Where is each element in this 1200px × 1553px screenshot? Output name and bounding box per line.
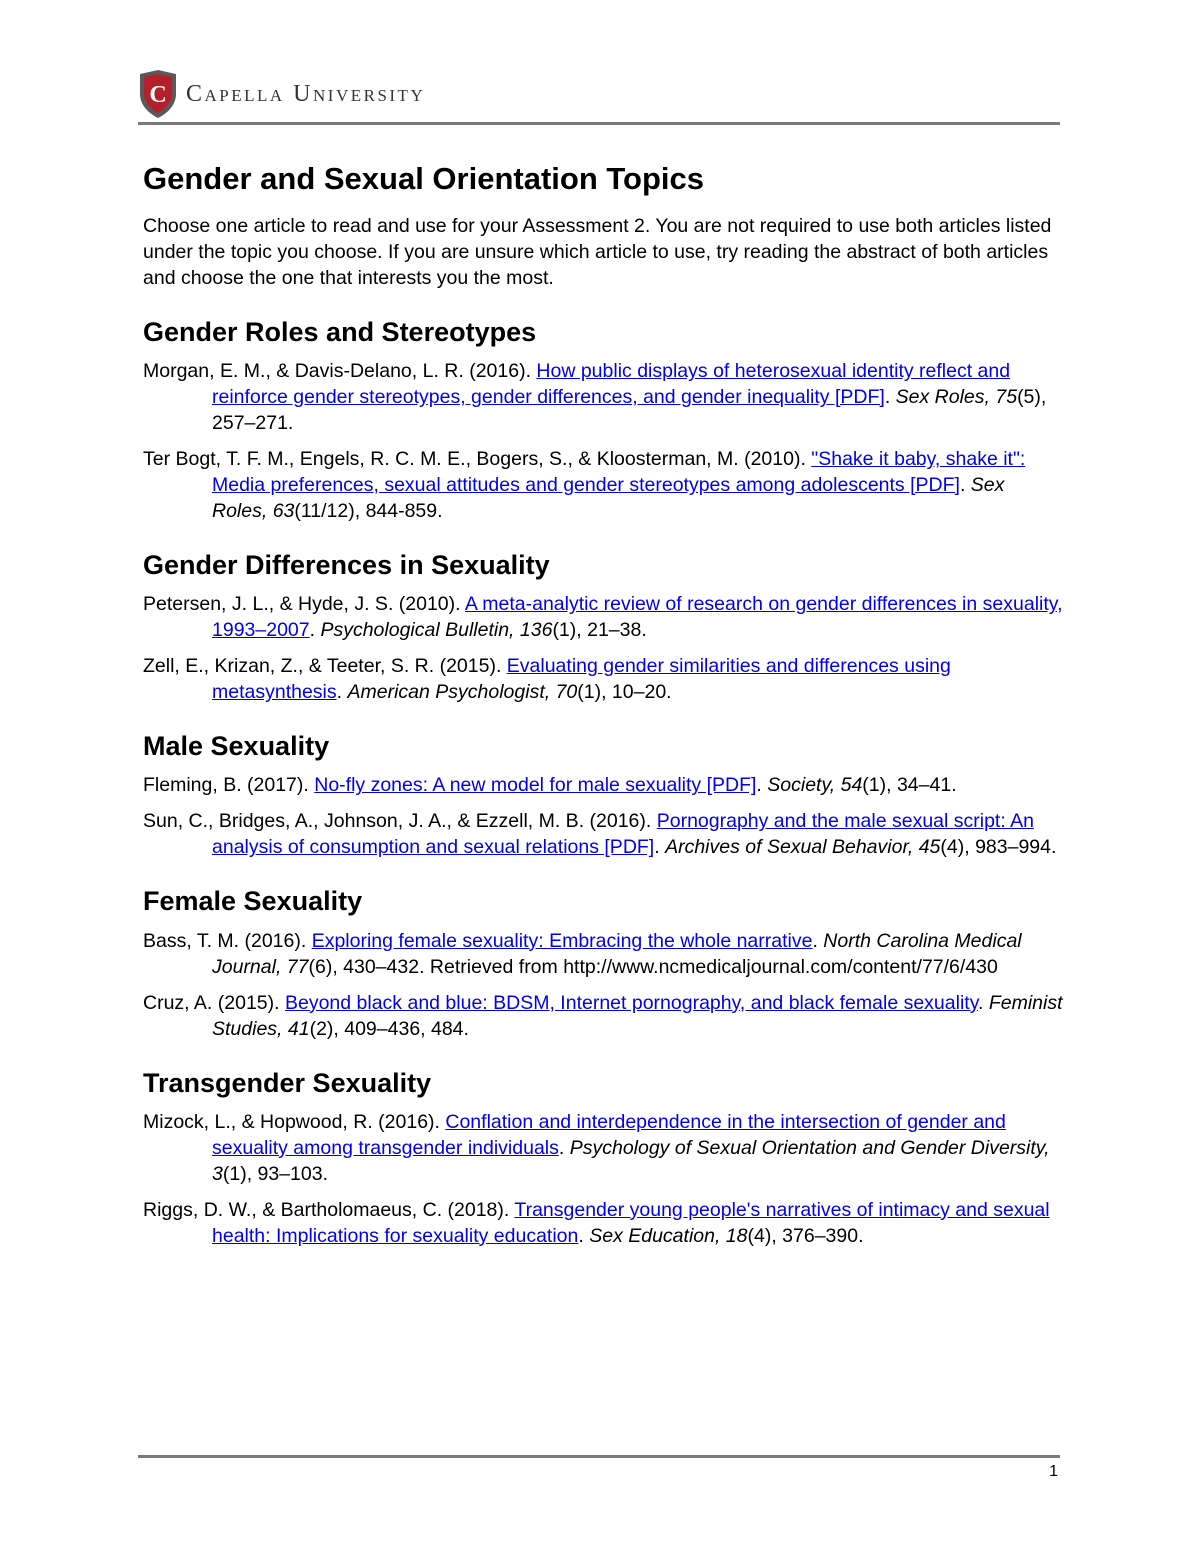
journal-name: Psychology of Sexual Orientation and Gender Diversity, 3 — [212, 1136, 1050, 1185]
reference-list — [143, 358, 1063, 524]
page-number: 1 — [1049, 1463, 1058, 1480]
reference-entry — [143, 928, 1063, 980]
reference-entry — [143, 358, 1063, 436]
reference-entry — [143, 1109, 1063, 1187]
article-link[interactable]: A meta-analytic review of research on gender differences in sexuality, 1993–2007 — [212, 593, 1063, 642]
section-heading: Transgender Sexuality — [143, 1067, 432, 1098]
article-link[interactable]: No-fly zones: A new model for male sexuality [PDF] — [314, 774, 757, 797]
document-body — [143, 160, 1063, 1259]
reference-list — [143, 928, 1063, 1042]
journal-name: Archives of Sexual Behavior, 45 — [665, 836, 941, 859]
reference-list — [143, 1109, 1063, 1249]
reference-entry — [143, 591, 1063, 643]
journal-name: American Psychologist, 70 — [347, 681, 578, 704]
topic-sections — [143, 315, 1063, 1248]
journal-name: Sex Education, 18 — [589, 1224, 748, 1247]
footer-divider — [138, 1455, 1060, 1458]
reference-authors: Zell, E., Krizan, Z., & Teeter, S. R. (2015). — [143, 655, 507, 678]
intro-paragraph: Choose one article to read and use for your Assessment 2. You are not required to use both articles listed under the topic you choose. If you are unsure which article to use, try reading the abstract of both articles and choose the one that interests you the most. — [143, 215, 1052, 290]
reference-issue-pages: (4), 376–390. — [747, 1224, 864, 1247]
reference-authors: Sun, C., Bridges, A., Johnson, J. A., & Ezzell, M. B. (2016). — [143, 810, 657, 833]
section-heading: Gender Roles and Stereotypes — [143, 317, 537, 348]
reference-authors: Bass, T. M. (2016). — [143, 929, 312, 952]
reference-issue-pages: (2), 409–436, 484. — [309, 1017, 469, 1040]
reference-punct: . — [978, 991, 989, 1014]
section-heading: Male Sexuality — [143, 731, 330, 762]
reference-punct: . — [812, 929, 824, 952]
reference-authors: Morgan, E. M., & Davis-Delano, L. R. (2016). — [143, 360, 537, 383]
reference-authors: Mizock, L., & Hopwood, R. (2016). — [143, 1110, 446, 1133]
reference-authors: Cruz, A. (2015). — [143, 991, 285, 1014]
journal-name: North Carolina Medical Journal, 77 — [212, 929, 1022, 978]
reference-punct: . — [309, 619, 321, 642]
reference-entry — [143, 808, 1063, 860]
journal-name: Feminist Studies, 41 — [212, 991, 1063, 1040]
reference-authors: Fleming, B. (2017). — [143, 774, 315, 797]
reference-authors: Ter Bogt, T. F. M., Engels, R. C. M. E., Bogers, S., & Kloosterman, M. (2010). — [143, 448, 812, 471]
reference-entry — [143, 446, 1063, 524]
reference-entry — [143, 1197, 1063, 1249]
reference-authors: Petersen, J. L., & Hyde, J. S. (2010). — [143, 593, 465, 616]
page-header — [138, 68, 425, 120]
reference-punct: . — [884, 386, 896, 409]
journal-name: Society, 54 — [767, 774, 863, 797]
journal-name: Psychological Bulletin, 136 — [320, 619, 553, 642]
article-link[interactable]: Pornography and the male sexual script: An analysis of consumption and sexual relations [PDF] — [212, 810, 1034, 859]
journal-name: Sex Roles, 75 — [895, 386, 1018, 409]
section-heading: Female Sexuality — [143, 886, 363, 917]
article-link[interactable]: Conflation and interdependence in the intersection of gender and sexuality among transgender individuals — [212, 1110, 1006, 1159]
reference-issue-pages: (6), 430–432. Retrieved from — [308, 955, 564, 978]
section-heading: Gender Differences in Sexuality — [143, 550, 550, 581]
header-divider — [138, 122, 1060, 125]
article-link[interactable]: Beyond black and blue: BDSM, Internet pornography, and black female sexuality — [284, 991, 978, 1014]
reference-punct: . — [756, 774, 768, 797]
crest-letter: C — [149, 82, 167, 108]
reference-issue-pages: (1), 21–38. — [552, 619, 647, 642]
reference-punct: . — [654, 836, 666, 859]
reference-entry — [143, 990, 1063, 1042]
article-link[interactable]: Evaluating gender similarities and differences using metasynthesis — [212, 655, 951, 704]
article-link[interactable]: Exploring female sexuality: Embracing the whole narrative — [311, 929, 813, 952]
reference-authors: Riggs, D. W., & Bartholomaeus, C. (2018). — [143, 1198, 515, 1221]
capella-crest-icon — [138, 70, 178, 118]
article-link[interactable]: "Shake it baby, shake it": Media preferences, sexual attitudes and gender stereotypes among adolescents [PDF] — [212, 448, 1026, 497]
university-logo-text: Capella University — [186, 80, 426, 107]
reference-issue-pages: (5), 257–271. — [212, 386, 1047, 435]
reference-list — [143, 591, 1063, 705]
reference-entry — [143, 772, 1063, 798]
article-link[interactable]: How public displays of heterosexual identity reflect and reinforce gender stereotypes, gender differences, and gender inequality [PDF] — [212, 360, 1011, 409]
reference-punct: . — [578, 1224, 590, 1247]
reference-list — [143, 772, 1063, 860]
reference-url: http://www.ncmedicaljournal.com/content/77/6/430 — [563, 955, 998, 978]
reference-punct: . — [959, 474, 971, 497]
reference-issue-pages: (11/12), 844-859. — [294, 500, 443, 523]
reference-entry — [143, 653, 1063, 705]
page-title: Gender and Sexual Orientation Topics — [143, 161, 704, 196]
reference-punct: . — [336, 681, 348, 704]
reference-punct: . — [558, 1136, 570, 1159]
journal-name: Sex Roles, 63 — [212, 474, 1005, 523]
reference-issue-pages: (4), 983–994. — [940, 836, 1057, 859]
reference-issue-pages: (1), 34–41. — [862, 774, 957, 797]
article-link[interactable]: Transgender young people's narratives of intimacy and sexual health: Implications for sexuality education — [212, 1198, 1050, 1247]
reference-issue-pages: (1), 10–20. — [577, 681, 672, 704]
reference-issue-pages: (1), 93–103. — [222, 1162, 329, 1185]
